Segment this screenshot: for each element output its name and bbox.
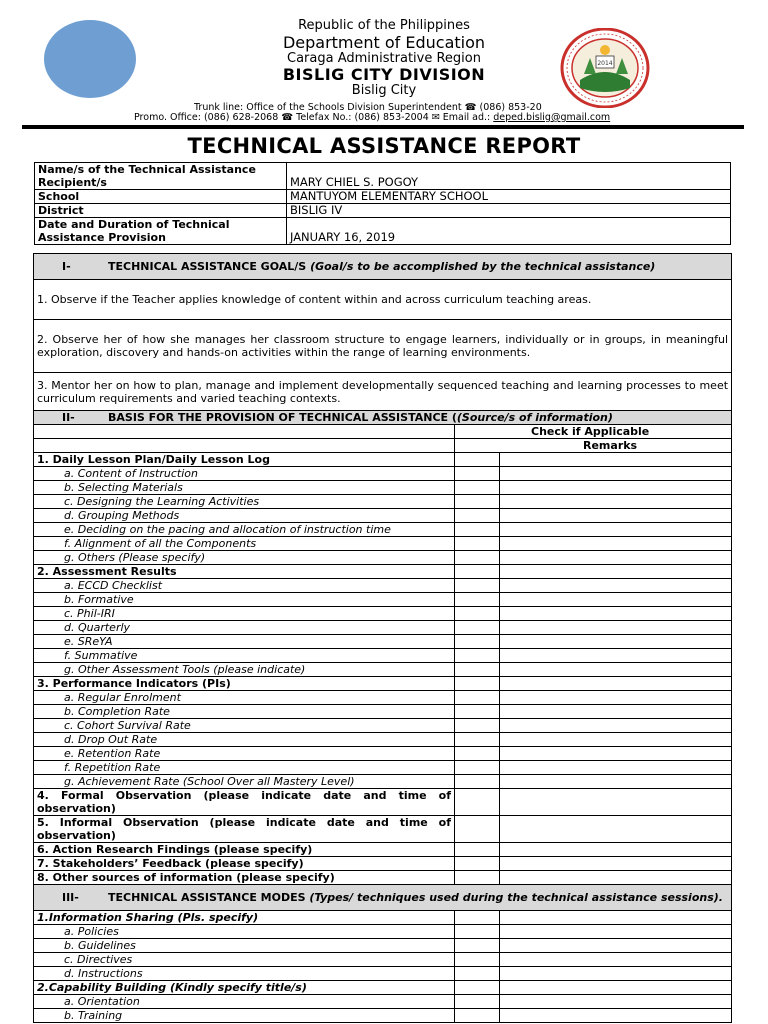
- table-row: [34, 789, 732, 816]
- check-cell[interactable]: [455, 967, 500, 981]
- info-label: Name/s of the Technical Assistance Recipient/s: [35, 163, 287, 190]
- trunkline-text: Trunk line: Office of the Schools Division Superintendent ☎ (086) 853-20: [194, 102, 542, 113]
- row-subitem: e. Retention Rate: [34, 747, 455, 761]
- table-row: [34, 537, 732, 551]
- check-cell[interactable]: [455, 816, 500, 843]
- svg-text:2014: 2014: [597, 60, 613, 67]
- table-row: [34, 1009, 732, 1023]
- check-cell[interactable]: [455, 981, 500, 995]
- remarks-cell[interactable]: [500, 677, 732, 691]
- table-row: [34, 981, 732, 995]
- section-3-title: TECHNICAL ASSISTANCE MODES: [108, 891, 310, 904]
- row-subitem: c. Designing the Learning Activities: [34, 495, 455, 509]
- row-subitem: g. Others (Please specify): [34, 551, 455, 565]
- promo-text: Promo. Office: (086) 628-2068 ☎ Telefax No.: (086) 853-2004 ✉ Email ad.:: [134, 112, 494, 123]
- table-row: [34, 871, 732, 885]
- row-subitem: b. Formative: [34, 593, 455, 607]
- remarks-cell[interactable]: [500, 857, 732, 871]
- remarks-cell[interactable]: [500, 816, 732, 843]
- row-heading: 5. Informal Observation (please indicate date and time of observation): [34, 816, 455, 843]
- row-subitem: c. Phil-IRI: [34, 607, 455, 621]
- row-heading: 1.Information Sharing (Pls. specify): [34, 911, 455, 925]
- remarks-cell[interactable]: [500, 789, 732, 816]
- technical-assistance-table: [33, 253, 732, 1023]
- remarks-cell[interactable]: [500, 565, 732, 579]
- row-heading: 2.Capability Building (Kindly specify title/s): [34, 981, 455, 995]
- remarks-cell[interactable]: [500, 607, 732, 621]
- check-cell[interactable]: [455, 1009, 500, 1023]
- department-line: Department of Education: [282, 33, 486, 52]
- check-cell[interactable]: [455, 705, 500, 719]
- check-cell[interactable]: [455, 495, 500, 509]
- table-row: [34, 677, 732, 691]
- check-cell[interactable]: [455, 733, 500, 747]
- table-row: [34, 857, 732, 871]
- table-row: [34, 481, 732, 495]
- row-subitem: g. Achievement Rate (School Over all Mastery Level): [34, 775, 455, 789]
- remarks-cell[interactable]: [500, 747, 732, 761]
- section-1-note: (Goal/s to be accomplished by the technical assistance): [310, 260, 656, 273]
- remarks-cell[interactable]: [500, 705, 732, 719]
- remarks-cell[interactable]: [500, 953, 732, 967]
- row-subitem: e. Deciding on the pacing and allocation of instruction time: [34, 523, 455, 537]
- row-subitem: f. Alignment of all the Components: [34, 537, 455, 551]
- check-cell[interactable]: [455, 995, 500, 1009]
- check-cell[interactable]: [455, 761, 500, 775]
- row-subitem: a. ECCD Checklist: [34, 579, 455, 593]
- remarks-cell[interactable]: [500, 453, 732, 467]
- remarks-cell[interactable]: [500, 467, 732, 481]
- check-cell[interactable]: [455, 551, 500, 565]
- row-subitem: f. Summative: [34, 649, 455, 663]
- info-value: MANTUYOM ELEMENTARY SCHOOL: [287, 190, 731, 204]
- remarks-cell[interactable]: [500, 939, 732, 953]
- table-row: [34, 551, 732, 565]
- check-cell[interactable]: [455, 953, 500, 967]
- republic-line: Republic of the Philippines: [298, 18, 470, 33]
- row-subitem: b. Completion Rate: [34, 705, 455, 719]
- division-line: BISLIG CITY DIVISION: [282, 65, 486, 84]
- info-value: BISLIG IV: [287, 204, 731, 218]
- check-cell[interactable]: [455, 579, 500, 593]
- section-2-header: [34, 411, 732, 425]
- info-label: School: [35, 190, 287, 204]
- row-heading: 3. Performance Indicators (PIs): [34, 677, 455, 691]
- row-subitem: a. Policies: [34, 925, 455, 939]
- table-row: [34, 953, 732, 967]
- remarks-cell[interactable]: [500, 495, 732, 509]
- check-cell[interactable]: [455, 857, 500, 871]
- remarks-cell[interactable]: [500, 719, 732, 733]
- table-row: [34, 523, 732, 537]
- row-subitem: b. Selecting Materials: [34, 481, 455, 495]
- row-subitem: b. Guidelines: [34, 939, 455, 953]
- row-subitem: d. Instructions: [34, 967, 455, 981]
- remarks-cell[interactable]: [500, 967, 732, 981]
- table-row: [34, 843, 732, 857]
- section-2-note: (Source/s of information): [456, 411, 613, 424]
- check-cell[interactable]: [455, 635, 500, 649]
- row-heading: 8. Other sources of information (please specify): [34, 871, 455, 885]
- row-subitem: a. Content of Instruction: [34, 467, 455, 481]
- info-label: Date and Duration of Technical Assistance Provision: [35, 218, 287, 245]
- check-cell[interactable]: [455, 523, 500, 537]
- row-subitem: f. Repetition Rate: [34, 761, 455, 775]
- check-cell[interactable]: [455, 593, 500, 607]
- check-cell[interactable]: [455, 789, 500, 816]
- info-value: MARY CHIEL S. POGOY: [287, 163, 731, 190]
- check-cell[interactable]: [455, 719, 500, 733]
- row-heading: 1. Daily Lesson Plan/Daily Lesson Log: [34, 453, 455, 467]
- table-row: [34, 663, 732, 677]
- table-row: [34, 925, 732, 939]
- table-row: [34, 816, 732, 843]
- table-row: [34, 911, 732, 925]
- row-heading: 6. Action Research Findings (please specify): [34, 843, 455, 857]
- table-row: [34, 691, 732, 705]
- table-row: [34, 621, 732, 635]
- check-cell[interactable]: [455, 747, 500, 761]
- goal-item: 3. Mentor her on how to plan, manage and implement developmentally sequenced teaching and learning processes to meet curriculum requirements and varied teaching contexts.: [34, 373, 732, 411]
- check-cell[interactable]: [455, 537, 500, 551]
- table-row: [34, 607, 732, 621]
- check-cell[interactable]: [455, 453, 500, 467]
- check-cell[interactable]: [455, 939, 500, 953]
- check-cell[interactable]: [455, 677, 500, 691]
- remarks-cell[interactable]: [500, 843, 732, 857]
- check-cell[interactable]: [455, 911, 500, 925]
- table-row: [34, 747, 732, 761]
- table-row: [34, 967, 732, 981]
- table-row: [34, 995, 732, 1009]
- row-heading: 4. Formal Observation (please indicate date and time of observation): [34, 789, 455, 816]
- table-row: [34, 705, 732, 719]
- check-cell[interactable]: [455, 691, 500, 705]
- remarks-cell[interactable]: [500, 981, 732, 995]
- city-line: Bislig City: [351, 83, 417, 98]
- remarks-cell[interactable]: [500, 925, 732, 939]
- table-row: [34, 649, 732, 663]
- remarks-cell[interactable]: [500, 871, 732, 885]
- check-cell[interactable]: [455, 775, 500, 789]
- remarks-cell[interactable]: [500, 635, 732, 649]
- row-subitem: a. Regular Enrolment: [34, 691, 455, 705]
- check-cell[interactable]: [455, 925, 500, 939]
- check-cell[interactable]: [455, 649, 500, 663]
- section-3-header-row: [34, 885, 732, 911]
- contact-line: [134, 112, 610, 124]
- section-2-title: BASIS FOR THE PROVISION OF TECHNICAL ASSISTANCE (: [108, 411, 457, 424]
- remarks-cell[interactable]: [500, 593, 732, 607]
- remarks-cell[interactable]: [500, 537, 732, 551]
- section-2-number: II-: [62, 411, 75, 424]
- remarks-cell[interactable]: [500, 481, 732, 495]
- check-cell[interactable]: [455, 663, 500, 677]
- remarks-cell[interactable]: [500, 579, 732, 593]
- remarks-cell[interactable]: [500, 621, 732, 635]
- row-subitem: g. Other Assessment Tools (please indicate): [34, 663, 455, 677]
- section-3-note: (Types/ techniques used during the technical assistance sessions).: [309, 891, 723, 904]
- remarks-cell[interactable]: [500, 733, 732, 747]
- table-row: [34, 509, 732, 523]
- info-value: JANUARY 16, 2019: [287, 218, 731, 245]
- section-1-title: TECHNICAL ASSISTANCE GOAL/S: [108, 260, 311, 273]
- remarks-cell[interactable]: [500, 775, 732, 789]
- table-row: [34, 495, 732, 509]
- table-row: [34, 761, 732, 775]
- remarks-cell[interactable]: [500, 1009, 732, 1023]
- email-link[interactable]: deped.bislig@gmail.com: [493, 112, 611, 123]
- table-row: [34, 939, 732, 953]
- region-line: Caraga Administrative Region: [287, 51, 481, 66]
- remarks-cell[interactable]: [500, 523, 732, 537]
- check-cell[interactable]: [455, 509, 500, 523]
- remarks-cell[interactable]: [500, 761, 732, 775]
- remarks-cell[interactable]: [500, 551, 732, 565]
- check-cell[interactable]: [455, 607, 500, 621]
- check-cell[interactable]: [455, 843, 500, 857]
- row-subitem: d. Quarterly: [34, 621, 455, 635]
- goal-item: 2. Observe her of how she manages her classroom structure to engage learners, individually or in groups, in meaningful exploration, discovery and hands-on activities within the range of learning environments.: [34, 320, 732, 373]
- remarks-cell[interactable]: [500, 509, 732, 523]
- section-3-number: III-: [62, 891, 79, 904]
- check-cell[interactable]: [455, 467, 500, 481]
- goal-item: 1. Observe if the Teacher applies knowledge of content within and across curriculum teaching areas.: [34, 280, 732, 320]
- check-cell[interactable]: [455, 565, 500, 579]
- remarks-header: Remarks: [455, 439, 732, 453]
- table-row: [34, 565, 732, 579]
- info-label: District: [35, 204, 287, 218]
- table-row: [34, 593, 732, 607]
- table-row: [34, 719, 732, 733]
- row-subitem: b. Training: [34, 1009, 455, 1023]
- row-subitem: c. Directives: [34, 953, 455, 967]
- check-cell[interactable]: [455, 481, 500, 495]
- check-applicable-header: Check if Applicable: [455, 425, 732, 439]
- table-row: [34, 453, 732, 467]
- row-heading: 2. Assessment Results: [34, 565, 455, 579]
- row-heading: 7. Stakeholders’ Feedback (please specify): [34, 857, 455, 871]
- section-3-header: [34, 885, 732, 911]
- table-row: [34, 775, 732, 789]
- header-rule: [22, 125, 744, 129]
- row-subitem: c. Cohort Survival Rate: [34, 719, 455, 733]
- table-row: [34, 635, 732, 649]
- remarks-cell[interactable]: [500, 691, 732, 705]
- check-cell[interactable]: [455, 621, 500, 635]
- remarks-cell[interactable]: [500, 995, 732, 1009]
- row-subitem: e. SReYA: [34, 635, 455, 649]
- check-cell[interactable]: [455, 871, 500, 885]
- row-subitem: a. Orientation: [34, 995, 455, 1009]
- row-subitem: d. Drop Out Rate: [34, 733, 455, 747]
- row-subitem: d. Grouping Methods: [34, 509, 455, 523]
- section-1-number: I-: [62, 260, 71, 273]
- table-row: [34, 733, 732, 747]
- remarks-cell[interactable]: [500, 663, 732, 677]
- table-row: [34, 467, 732, 481]
- table-row: [34, 579, 732, 593]
- remarks-cell[interactable]: [500, 649, 732, 663]
- report-title: TECHNICAL ASSISTANCE REPORT: [187, 134, 581, 158]
- recipient-info-table: [34, 162, 731, 245]
- remarks-cell[interactable]: [500, 911, 732, 925]
- section-1-header: [34, 254, 732, 280]
